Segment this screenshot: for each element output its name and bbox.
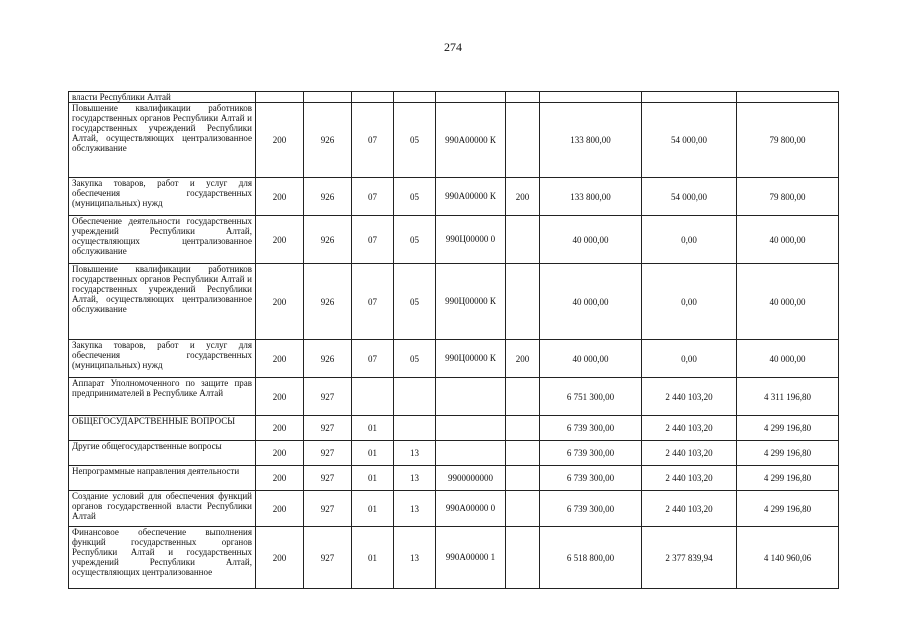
expense-type-cell <box>506 378 540 416</box>
row-name-cell: Другие общегосударственные вопросы <box>69 441 256 466</box>
admin-code-cell: 200 <box>256 416 304 441</box>
section-code-cell <box>352 92 394 103</box>
amount-regional-cell: 4 299 196,80 <box>737 491 839 527</box>
amount-total-cell: 6 739 300,00 <box>540 441 642 466</box>
expense-type-cell <box>506 416 540 441</box>
table-row <box>69 491 839 527</box>
amount-total-cell <box>540 92 642 103</box>
table-row <box>69 178 839 216</box>
amount-federal-cell: 0,00 <box>642 340 737 378</box>
amount-total-cell: 6 739 300,00 <box>540 466 642 491</box>
grbs-code-cell: 927 <box>304 466 352 491</box>
amount-federal-cell: 2 440 103,20 <box>642 491 737 527</box>
expense-type-cell: 200 <box>506 178 540 216</box>
expense-type-cell <box>506 216 540 264</box>
target-article-cell: 990Ц00000 0 <box>436 216 506 264</box>
amount-total-cell: 133 800,00 <box>540 103 642 178</box>
section-code-cell: 07 <box>352 178 394 216</box>
amount-regional-cell: 4 299 196,80 <box>737 441 839 466</box>
section-code-cell: 01 <box>352 527 394 589</box>
admin-code-cell: 200 <box>256 103 304 178</box>
admin-code-cell: 200 <box>256 527 304 589</box>
section-code-cell: 01 <box>352 466 394 491</box>
grbs-code-cell: 927 <box>304 441 352 466</box>
amount-total-cell: 40 000,00 <box>540 216 642 264</box>
subsection-code-cell: 05 <box>394 216 436 264</box>
grbs-code-cell: 927 <box>304 378 352 416</box>
amount-federal-cell: 0,00 <box>642 216 737 264</box>
subsection-code-cell <box>394 416 436 441</box>
amount-federal-cell <box>642 92 737 103</box>
amount-federal-cell: 54 000,00 <box>642 103 737 178</box>
amount-regional-cell: 40 000,00 <box>737 264 839 340</box>
amount-total-cell: 6 739 300,00 <box>540 416 642 441</box>
admin-code-cell: 200 <box>256 340 304 378</box>
expense-type-cell <box>506 491 540 527</box>
row-name-cell: Повышение квалификации работников государственных органов Республики Алтай и государственных учреждений Республики Алтай, осуществляющих централизованное обслуживание <box>69 103 256 178</box>
admin-code-cell: 200 <box>256 491 304 527</box>
amount-total-cell: 40 000,00 <box>540 264 642 340</box>
subsection-code-cell: 05 <box>394 264 436 340</box>
admin-code-cell <box>256 92 304 103</box>
row-name-cell: Непрограммные направления деятельности <box>69 466 256 491</box>
subsection-code-cell <box>394 378 436 416</box>
expense-type-cell <box>506 466 540 491</box>
target-article-cell: 990А00000 0 <box>436 491 506 527</box>
table-row <box>69 466 839 491</box>
amount-federal-cell: 2 440 103,20 <box>642 416 737 441</box>
section-code-cell: 01 <box>352 416 394 441</box>
target-article-cell: 990А00000 К <box>436 178 506 216</box>
amount-regional-cell: 79 800,00 <box>737 178 839 216</box>
amount-federal-cell: 2 440 103,20 <box>642 466 737 491</box>
grbs-code-cell <box>304 92 352 103</box>
grbs-code-cell: 926 <box>304 178 352 216</box>
target-article-cell <box>436 92 506 103</box>
amount-regional-cell: 4 299 196,80 <box>737 416 839 441</box>
admin-code-cell: 200 <box>256 264 304 340</box>
expense-type-cell <box>506 264 540 340</box>
amount-regional-cell: 4 140 960,06 <box>737 527 839 589</box>
subsection-code-cell: 13 <box>394 491 436 527</box>
section-code-cell: 01 <box>352 441 394 466</box>
table-row <box>69 92 839 103</box>
subsection-code-cell: 13 <box>394 527 436 589</box>
row-name-cell: Повышение квалификации работников государственных органов Республики Алтай и государственных учреждений Республики Алтай, осуществляющих централизованное обслуживание <box>69 264 256 340</box>
row-name-cell: Финансовое обеспечение выполнения функций государственных органов Республики Алтай и государственных учреждений Республики Алтай, осуществляющих централизованное <box>69 527 256 589</box>
row-name-cell: власти Республики Алтай <box>69 92 256 103</box>
grbs-code-cell: 927 <box>304 527 352 589</box>
page-number: 274 <box>444 40 462 54</box>
row-name-cell: ОБЩЕГОСУДАРСТВЕННЫЕ ВОПРОСЫ <box>69 416 256 441</box>
expense-type-cell <box>506 103 540 178</box>
row-name-cell: Создание условий для обеспечения функций органов государственной власти Республики Алтай <box>69 491 256 527</box>
grbs-code-cell: 926 <box>304 216 352 264</box>
target-article-cell <box>436 441 506 466</box>
section-code-cell: 07 <box>352 216 394 264</box>
target-article-cell: 9900000000 <box>436 466 506 491</box>
expense-type-cell: 200 <box>506 340 540 378</box>
target-article-cell: 990А00000 К <box>436 103 506 178</box>
subsection-code-cell: 13 <box>394 466 436 491</box>
subsection-code-cell: 05 <box>394 178 436 216</box>
section-code-cell: 07 <box>352 103 394 178</box>
table-row <box>69 264 839 340</box>
table-row <box>69 527 839 589</box>
grbs-code-cell: 926 <box>304 340 352 378</box>
table-body <box>69 92 839 589</box>
table-row <box>69 416 839 441</box>
row-name-cell: Закупка товаров, работ и услуг для обеспечения государственных (муниципальных) нужд <box>69 178 256 216</box>
grbs-code-cell: 927 <box>304 491 352 527</box>
section-code-cell <box>352 378 394 416</box>
target-article-cell: 990А00000 1 <box>436 527 506 589</box>
amount-regional-cell: 79 800,00 <box>737 103 839 178</box>
admin-code-cell: 200 <box>256 378 304 416</box>
amount-regional-cell: 4 299 196,80 <box>737 466 839 491</box>
subsection-code-cell: 05 <box>394 103 436 178</box>
subsection-code-cell: 05 <box>394 340 436 378</box>
amount-regional-cell: 40 000,00 <box>737 340 839 378</box>
section-code-cell: 07 <box>352 264 394 340</box>
amount-federal-cell: 2 377 839,94 <box>642 527 737 589</box>
grbs-code-cell: 926 <box>304 103 352 178</box>
target-article-cell: 990Ц00000 К <box>436 340 506 378</box>
table-row <box>69 441 839 466</box>
expense-type-cell <box>506 441 540 466</box>
expense-type-cell <box>506 92 540 103</box>
target-article-cell <box>436 378 506 416</box>
expense-type-cell <box>506 527 540 589</box>
row-name-cell: Закупка товаров, работ и услуг для обеспечения государственных (муниципальных) нужд <box>69 340 256 378</box>
admin-code-cell: 200 <box>256 466 304 491</box>
amount-federal-cell: 0,00 <box>642 264 737 340</box>
amount-federal-cell: 54 000,00 <box>642 178 737 216</box>
admin-code-cell: 200 <box>256 216 304 264</box>
amount-total-cell: 6 739 300,00 <box>540 491 642 527</box>
table-row <box>69 216 839 264</box>
target-article-cell: 990Ц00000 К <box>436 264 506 340</box>
amount-total-cell: 6 751 300,00 <box>540 378 642 416</box>
grbs-code-cell: 927 <box>304 416 352 441</box>
admin-code-cell: 200 <box>256 178 304 216</box>
row-name-cell: Аппарат Уполномоченного по защите прав предпринимателей в Республике Алтай <box>69 378 256 416</box>
amount-federal-cell: 2 440 103,20 <box>642 441 737 466</box>
row-name-cell: Обеспечение деятельности государственных учреждений Республики Алтай, осуществляющих централизованное обслуживание <box>69 216 256 264</box>
amount-total-cell: 133 800,00 <box>540 178 642 216</box>
amount-regional-cell: 4 311 196,80 <box>737 378 839 416</box>
admin-code-cell: 200 <box>256 441 304 466</box>
table-row <box>69 103 839 178</box>
target-article-cell <box>436 416 506 441</box>
table-row <box>69 340 839 378</box>
amount-federal-cell: 2 440 103,20 <box>642 378 737 416</box>
amount-regional-cell: 40 000,00 <box>737 216 839 264</box>
subsection-code-cell: 13 <box>394 441 436 466</box>
section-code-cell: 07 <box>352 340 394 378</box>
grbs-code-cell: 926 <box>304 264 352 340</box>
subsection-code-cell <box>394 92 436 103</box>
budget-table <box>68 91 839 589</box>
table-row <box>69 378 839 416</box>
amount-total-cell: 40 000,00 <box>540 340 642 378</box>
amount-total-cell: 6 518 800,00 <box>540 527 642 589</box>
amount-regional-cell <box>737 92 839 103</box>
section-code-cell: 01 <box>352 491 394 527</box>
